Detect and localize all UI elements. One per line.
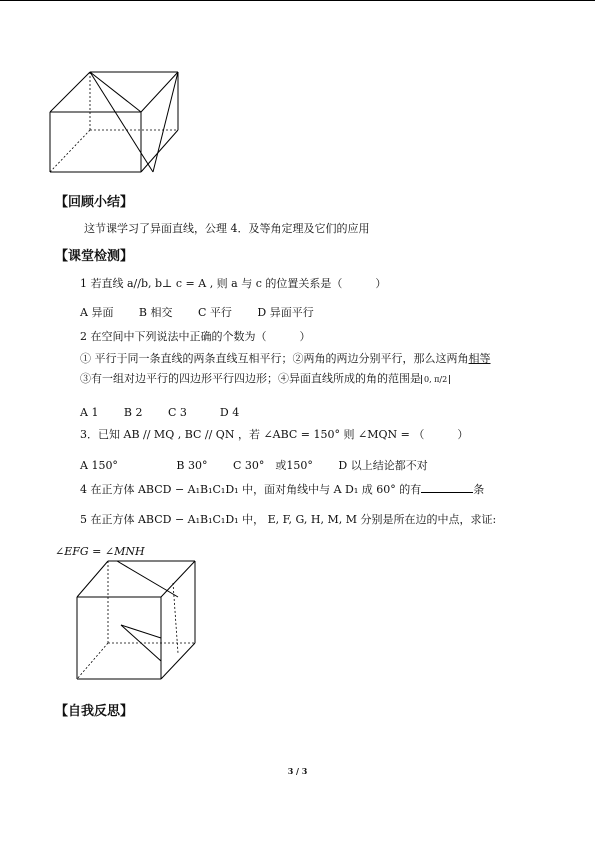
header-rule (0, 0, 595, 1)
q4-unit: 条 (473, 483, 485, 496)
q5-claim: ∠EFG = ∠MNH (55, 545, 145, 558)
q2-statement-line1 (80, 352, 491, 366)
q2-statement-line2 (80, 372, 450, 386)
q1-stem: 1 若直线 a//b, b⊥ c = A , 则 a 与 c 的位置关系是（ ） (80, 277, 387, 290)
review-summary: 这节课学习了异面直线，公理 4．及等角定理及它们的应用 (84, 222, 370, 235)
angle-range-interval: 0, π/2 (421, 375, 450, 384)
q5-stem: 5 在正方体 ABCD − A₁B₁C₁D₁ 中， E, F, G, H, M, M 分别是所在边的中点，求证: (80, 513, 497, 526)
section-heading-review: 【回顾小结】 (55, 195, 134, 210)
q4-answer-blank (421, 482, 473, 493)
section-heading-test: 【课堂检测】 (55, 249, 134, 264)
q2-line2-text: ③有一组对边平行的四边形平行四边形；④异面直线所成的角的范围是 (80, 372, 421, 385)
q2-options: A 1 B 2 C 3 D 4 (80, 406, 240, 419)
q3-options: A 150° B 30° C 30° 或150° D 以上结论都不对 (80, 459, 428, 472)
section-heading-reflect: 【自我反思】 (55, 704, 134, 719)
page-number: 3 / 3 (287, 766, 308, 776)
q2-line1-underlined: 相等 (468, 352, 491, 365)
cube-figure-top (48, 65, 183, 177)
q4-stem (80, 482, 484, 497)
q2-line1-text: ① 平行于同一条直线的两条直线互相平行；②两角的两边分别平行，那么这两角 (80, 352, 469, 365)
q2-stem: 2 在空间中下列说法中正确的个数为（ ） (80, 330, 311, 343)
cube-figure-bottom (73, 557, 201, 685)
q4-text: 4 在正方体 ABCD − A₁B₁C₁D₁ 中，面对角线中与 A D₁ 成 60° 的有 (80, 483, 422, 496)
q3-stem: 3．已知 AB // MQ , BC // QN ，若 ∠ABC = 150° 则 ∠MQN = （ ） (80, 428, 469, 441)
q1-options: A 异面 B 相交 C 平行 D 异面平行 (80, 306, 314, 319)
